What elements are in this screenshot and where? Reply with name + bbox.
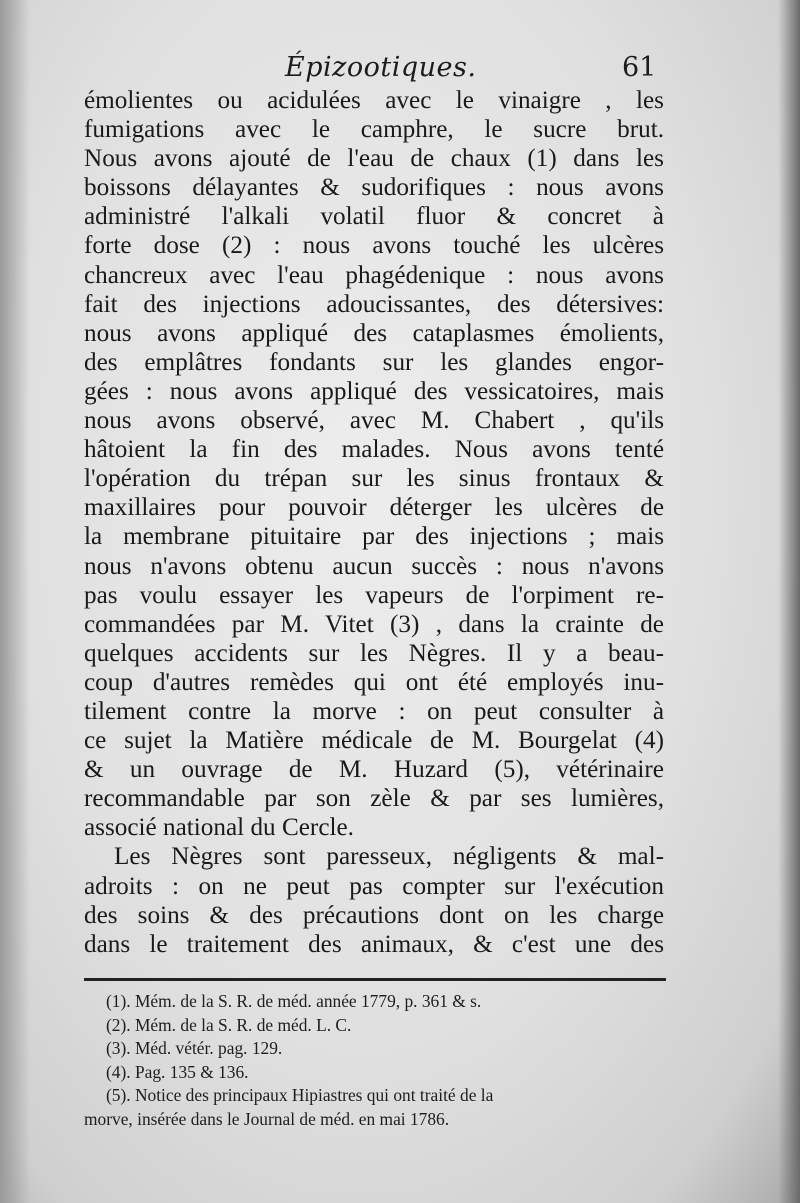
text-line: & un ouvrage de M. Huzard (5), vétérinaire bbox=[84, 756, 664, 784]
text-line: nous avons appliqué des cataplasmes émolients, bbox=[84, 319, 664, 347]
footnote-1: (1). Mém. de la S. R. de méd. année 1779, p. 361 & s. bbox=[106, 991, 482, 1011]
text-line: recommandable par son zèle & par ses lumières, bbox=[84, 785, 664, 813]
paragraph-start-line: Les Nègres sont paresseux, négligents & mal- bbox=[114, 843, 664, 871]
text-line: gées : nous avons appliqué des vessicatoires, mais bbox=[84, 377, 664, 405]
text-line: la membrane pituitaire par des injections ; mais bbox=[84, 523, 664, 551]
text-line: tilement contre la morve : on peut consulter à bbox=[84, 697, 664, 725]
text-line: forte dose (2) : nous avons touché les ulcères bbox=[84, 232, 664, 260]
footnote-rule bbox=[84, 978, 666, 981]
text-line: l'opération du trépan sur les sinus frontaux & bbox=[84, 465, 664, 493]
text-line: coup d'autres remèdes qui ont été employés inu- bbox=[84, 668, 664, 696]
page-edge-shadow bbox=[778, 0, 800, 1203]
body-text bbox=[84, 86, 664, 959]
text-line: administré l'alkali volatil fluor & concret à bbox=[84, 203, 664, 231]
text-line: maxillaires pour pouvoir déterger les ulcères de bbox=[84, 494, 664, 522]
text-line: dans le traitement des animaux, & c'est une des bbox=[84, 930, 664, 958]
text-line: émolientes ou acidulées avec le vinaigre , les bbox=[84, 87, 664, 114]
footnote-3: (3). Méd. vétér. pag. 129. bbox=[106, 1038, 283, 1058]
footnotes bbox=[84, 990, 666, 1131]
text-line: ce sujet la Matière médicale de M. Bourgelat (4) bbox=[84, 727, 664, 755]
footnote-2: (2). Mém. de la S. R. de méd. L. C. bbox=[106, 1014, 352, 1035]
text-line: nous avons observé, avec M. Chabert , qu'ils bbox=[84, 407, 664, 435]
spine-shadow bbox=[0, 0, 30, 1203]
text-line: adroits : on ne peut pas compter sur l'exécution bbox=[84, 872, 664, 900]
text-line: quelques accidents sur les Nègres. Il y a beau- bbox=[84, 639, 664, 667]
text-line: des emplâtres fondants sur les glandes engor- bbox=[84, 348, 664, 376]
running-head: Épizootiques. bbox=[285, 52, 477, 83]
text-line: fait des injections adoucissantes, des détersives: bbox=[84, 290, 664, 318]
footnote-4: (4). Pag. 135 & 136. bbox=[106, 1061, 249, 1082]
text-line: fumigations avec le camphre, le sucre brut. bbox=[84, 116, 664, 144]
footnote-5-continuation: morve, insérée dans le Journal de méd. en mai 1786. bbox=[84, 1108, 450, 1129]
text-line: Nous avons ajouté de l'eau de chaux (1) dans les bbox=[84, 145, 664, 173]
footnote-5: (5). Notice des principaux Hipiastres qui ont traité de la bbox=[106, 1085, 494, 1105]
text-line: des soins & des précautions dont on les charge bbox=[84, 901, 664, 929]
text-line: chancreux avec l'eau phagédenique : nous avons bbox=[84, 261, 664, 289]
text-line: pas voulu essayer les vapeurs de l'orpiment re- bbox=[84, 581, 664, 609]
text-line: nous n'avons obtenu aucun succès : nous n'avons bbox=[84, 552, 664, 580]
paragraph-end-line: associé national du Cercle. bbox=[84, 814, 354, 842]
page-number: 61 bbox=[622, 52, 657, 83]
text-line: boissons délayantes & sudorifiques : nous avons bbox=[84, 174, 664, 202]
text-line: commandées par M. Vitet (3) , dans la crainte de bbox=[84, 610, 664, 638]
text-line: hâtoient la fin des malades. Nous avons tenté bbox=[84, 436, 664, 464]
